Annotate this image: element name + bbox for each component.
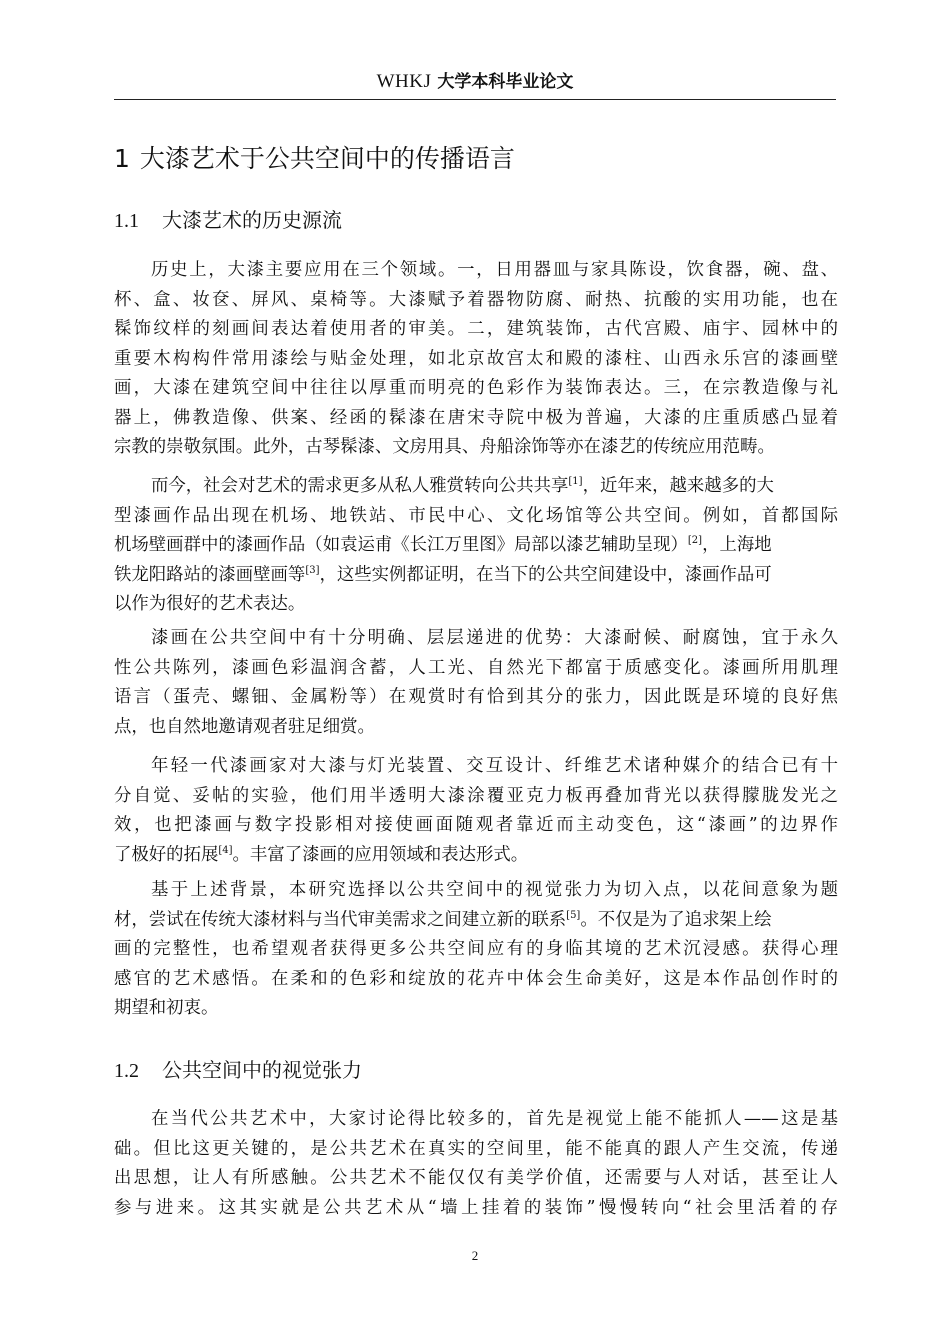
text-line: 础。但比这更关键的，是公共艺术在真实的空间里，能不能真的跟人产生交流，传递 bbox=[114, 1138, 838, 1159]
text-line: 器上，佛教造像、供案、经函的髹漆在唐宋寺院中极为普遍，大漆的庄重质感凸显着 bbox=[114, 407, 838, 428]
text-line: 出思想，让人有所感触。公共艺术不能仅仅有美学价值，还需要与人对话，甚至让人 bbox=[114, 1168, 838, 1188]
text-line: 髹饰纹样的刻画间表达着使用者的审美。二，建筑装饰，古代宫殿、庙宇、园林中的 bbox=[114, 319, 838, 339]
text-line: 基于上述背景，本研究选择以公共空间中的视觉张力为切入点，以花间意象为题 bbox=[151, 880, 838, 900]
text-line bbox=[114, 906, 838, 936]
text-line bbox=[114, 531, 838, 561]
text-segment: 。不仅是为了追求架上绘 bbox=[580, 909, 772, 930]
text-segment: 而今，社会对艺术的需求更多从私人雅赏转向公共共享 bbox=[151, 476, 569, 496]
text-line: 效，也把漆画与数字投影相对接使画面随观者靠近而主动变色，这“漆画”的边界作 bbox=[114, 815, 838, 835]
text-segment: ，近年来，越来越多的大 bbox=[582, 476, 774, 496]
text-line: 重要木构构件常用漆绘与贴金处理，如北京故宫太和殿的漆柱、山西永乐宫的漆画壁 bbox=[114, 348, 838, 369]
text-line: 漆画在公共空间中有十分明确、层层递进的优势：大漆耐候、耐腐蚀，宜于永久 bbox=[151, 628, 838, 648]
text-line bbox=[114, 841, 838, 871]
text-line: 宗教的崇敬氛围。此外，古琴髹漆、文房用具、舟船涂饰等亦在漆艺的传统应用范畴。 bbox=[114, 437, 775, 457]
section-number: 1.2 bbox=[114, 1060, 139, 1082]
text-segment: 了极好的拓展 bbox=[114, 844, 219, 865]
text-line: 参与进来。这其实就是公共艺术从“墙上挂着的装饰”慢慢转向“社会里活着的存 bbox=[114, 1197, 838, 1218]
text-line: 点，也自然地邀请观者驻足细赏。 bbox=[114, 716, 375, 737]
text-line: 历史上，大漆主要应用在三个领域。一，日用器皿与家具陈设，饮食器，碗、盘、 bbox=[151, 260, 838, 280]
running-header bbox=[114, 68, 836, 100]
text-line: 性公共陈列，漆画色彩温润含蓄，人工光、自然光下都富于质感变化。漆画所用肌理 bbox=[114, 657, 838, 678]
text-line: 以作为很好的艺术表达。 bbox=[114, 594, 306, 614]
text-line: 感官的艺术感悟。在柔和的色彩和绽放的花卉中体会生命美好，这是本作品创作时的 bbox=[114, 968, 838, 989]
text-segment: ，上海地 bbox=[702, 535, 772, 555]
text-line: 杯、盒、妆奁、屏风、桌椅等。大漆赋予着器物防腐、耐热、抗酸的实用功能，也在 bbox=[114, 289, 838, 310]
text-segment: 机场壁画群中的漆画作品（如袁运甫《长江万里图》局部以漆艺辅助呈现） bbox=[114, 535, 688, 555]
citation-ref: [1] bbox=[568, 476, 583, 487]
paragraph bbox=[114, 256, 838, 463]
chapter-heading bbox=[114, 142, 515, 176]
text-segment: ，这些实例都证明，在当下的公共空间建设中，漆画作品可 bbox=[319, 564, 772, 585]
text-line bbox=[114, 561, 838, 591]
text-line: 型漆画作品出现在机场、地铁站、市民中心、文化场馆等公共空间。例如，首都国际 bbox=[114, 505, 838, 526]
citation-ref: [2] bbox=[687, 535, 703, 546]
citation-ref: [4] bbox=[218, 844, 233, 856]
section-heading-1-2 bbox=[114, 1056, 362, 1085]
chapter-title: 大漆艺术于公共空间中的传播语言 bbox=[139, 144, 515, 173]
paragraph bbox=[114, 472, 838, 620]
paragraph bbox=[114, 752, 838, 870]
section-number: 1.1 bbox=[114, 210, 139, 232]
paragraph bbox=[114, 624, 838, 742]
citation-ref: [5] bbox=[566, 909, 581, 921]
page-number: 2 bbox=[471, 1248, 479, 1263]
text-segment: 。丰富了漆画的应用领域和表达形式。 bbox=[232, 844, 529, 865]
text-line: 画，大漆在建筑空间中往往以厚重而明亮的色彩作为装饰表达。三，在宗教造像与礼 bbox=[114, 378, 838, 398]
citation-ref: [3] bbox=[305, 564, 320, 576]
text-line: 期望和初衷。 bbox=[114, 998, 219, 1018]
paragraph bbox=[114, 1105, 838, 1223]
text-segment: 铁龙阳路站的漆画壁画等 bbox=[114, 564, 306, 585]
chapter-number: 1 bbox=[114, 144, 130, 173]
text-line bbox=[114, 472, 838, 502]
header-title: 大学本科毕业论文 bbox=[437, 72, 574, 92]
section-heading-1-1 bbox=[114, 206, 342, 235]
section-title: 公共空间中的视觉张力 bbox=[162, 1058, 362, 1082]
header-latin: WHKJ bbox=[376, 71, 432, 92]
text-line: 分自觉、妥帖的实验，他们用半透明大漆涂覆亚克力板再叠加背光以获得朦胧发光之 bbox=[114, 785, 838, 806]
paragraph bbox=[114, 876, 838, 1024]
text-line: 语言（蛋壳、螺钿、金属粉等）在观赏时有恰到其分的张力，因此既是环境的良好焦 bbox=[114, 687, 838, 707]
text-line: 在当代公共艺术中，大家讨论得比较多的，首先是视觉上能不能抓人——这是基 bbox=[151, 1109, 838, 1129]
text-segment: 材，尝试在传统大漆材料与当代审美需求之间建立新的联系 bbox=[114, 909, 567, 930]
text-line: 年轻一代漆画家对大漆与灯光装置、交互设计、纤维艺术诸种媒介的结合已有十 bbox=[151, 756, 838, 776]
text-line: 画的完整性，也希望观者获得更多公共空间应有的身临其境的艺术沉浸感。获得心理 bbox=[114, 939, 838, 959]
section-title: 大漆艺术的历史源流 bbox=[162, 208, 342, 232]
